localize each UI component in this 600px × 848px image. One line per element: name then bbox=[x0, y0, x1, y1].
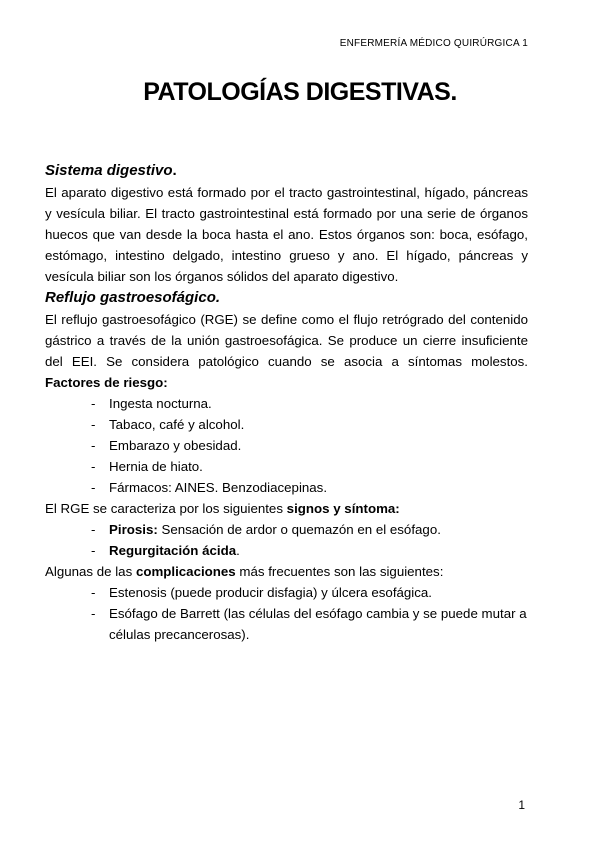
running-header: ENFERMERÍA MÉDICO QUIRÚRGICA 1 bbox=[339, 38, 528, 49]
reflujo-intro-text: El reflujo gastroesofágico (RGE) se define como el flujo retrógrado del contenido gástrico a través de la unión gastroesofágica. Se produce un cierre insuficiente del EEI. Se considera patológico cuando se asocia a síntomas molestos. bbox=[45, 312, 528, 369]
document-body bbox=[45, 160, 528, 645]
page-number: 1 bbox=[518, 798, 525, 812]
complications-intro-text: Algunas de las bbox=[45, 564, 136, 579]
list-item: - Estenosis (puede producir disfagia) y úlcera esofágica. bbox=[91, 582, 528, 603]
complications-label: complicaciones bbox=[135, 564, 236, 579]
complications-intro-paragraph bbox=[45, 561, 528, 582]
list-item: - Esófago de Barrett (las células del esófago cambia y se puede mutar a células precancerosas). bbox=[91, 603, 528, 645]
signs-intro-paragraph bbox=[45, 498, 528, 519]
sign-term: Regurgitación ácida bbox=[109, 543, 237, 558]
list-item: - Embarazo y obesidad. bbox=[91, 435, 528, 456]
section-title-text: Sistema digestivo bbox=[45, 162, 173, 179]
risk-factors-list bbox=[45, 393, 528, 498]
sign-description: . bbox=[236, 543, 240, 558]
list-item: - Tabaco, café y alcohol. bbox=[91, 414, 528, 435]
section-title-period: . bbox=[172, 162, 177, 179]
list-item: - Ingesta nocturna. bbox=[91, 393, 528, 414]
list-item: - Hernia de hiato. bbox=[91, 456, 528, 477]
signs-intro-text: El RGE se caracteriza por los siguientes bbox=[45, 501, 287, 516]
signs-label: signos y síntoma: bbox=[286, 501, 400, 516]
section-title-reflujo: Reflujo gastroesofágico. bbox=[45, 289, 221, 306]
signs-list bbox=[45, 519, 528, 561]
reflujo-intro-paragraph bbox=[45, 309, 528, 393]
sign-description: Sensación de ardor o quemazón en el esófago. bbox=[157, 522, 441, 537]
list-item bbox=[91, 519, 528, 540]
sign-term: Pirosis: bbox=[109, 522, 158, 537]
page-title: PATOLOGÍAS DIGESTIVAS. bbox=[143, 78, 457, 106]
list-item bbox=[91, 540, 528, 561]
risk-factors-label: Factores de riesgo: bbox=[45, 375, 168, 390]
sistema-digestivo-paragraph: El aparato digestivo está formado por el tracto gastrointestinal, hígado, páncreas y vesícula biliar. El tracto gastrointestinal está formado por una serie de órganos huecos que van desde la boca hasta el ano. Estos órganos son: boca, esófago, estómago, intestino delgado, intestino grueso y ano. El hígado, páncreas y vesícula biliar son los órganos sólidos del aparato digestivo. bbox=[45, 185, 528, 284]
list-item: - Fármacos: AINES. Benzodiacepinas. bbox=[91, 477, 528, 498]
section-title-sistema-digestivo bbox=[45, 160, 528, 182]
complications-list bbox=[45, 582, 528, 645]
complications-outro-text: más frecuentes son las siguientes: bbox=[235, 564, 444, 579]
